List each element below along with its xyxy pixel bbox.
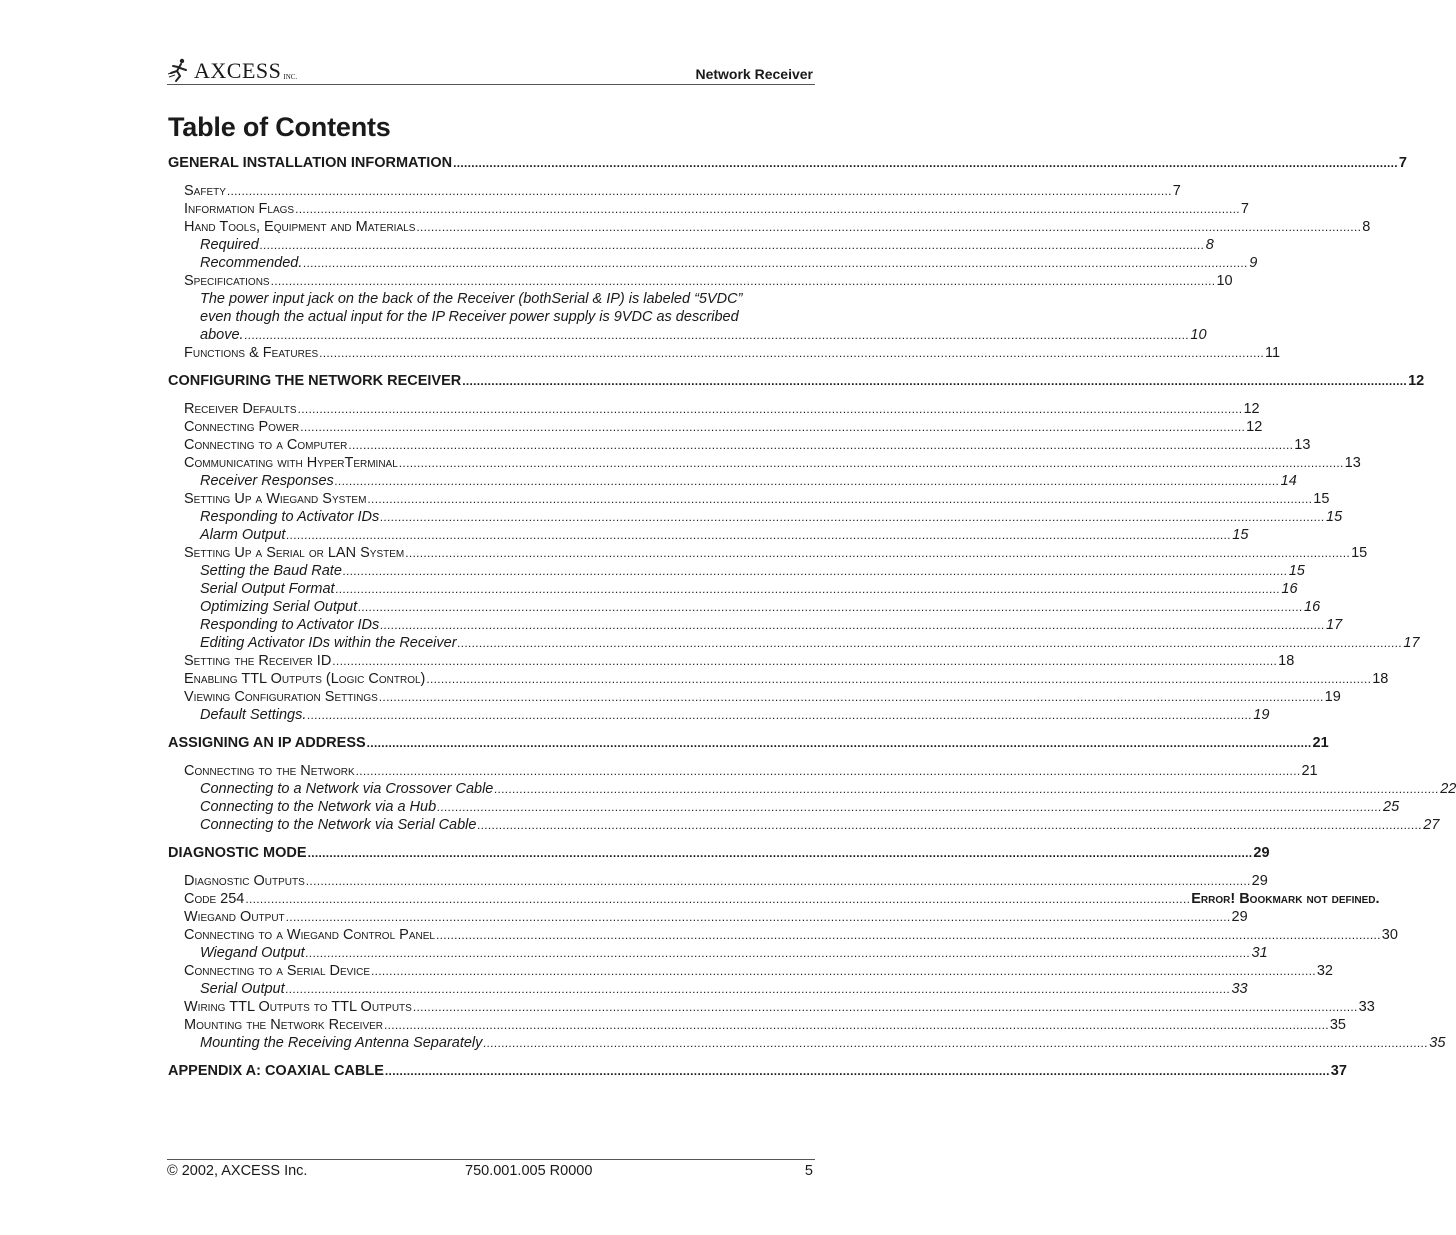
toc-dot-leader: ....................................................................................................................................................................................................................................................................	[384, 1018, 1329, 1032]
toc-dot-leader: ....................................................................................................................................................................................................................................................................	[437, 800, 1382, 814]
toc-entry-label: Setting the Baud Rate	[200, 563, 342, 579]
toc-entry[interactable]	[168, 908, 1248, 926]
toc-dot-leader: ....................................................................................................................................................................................................................................................................	[435, 928, 1381, 942]
toc-entry-label: CONFIGURING THE NETWORK RECEIVER	[168, 373, 462, 389]
toc-entry-page: 29	[1253, 845, 1270, 861]
page-title: Table of Contents	[168, 112, 391, 142]
toc-entry[interactable]	[168, 418, 1263, 436]
toc-dot-leader: ....................................................................................................................................................................................................................................................................	[398, 456, 1344, 470]
toc-entry-label: Viewing Configuration Settings	[184, 689, 378, 705]
toc-entry-label: APPENDIX A: COAXIAL CABLE	[168, 1063, 384, 1079]
toc-entry-label: Enabling TTL Outputs (Logic Control)	[184, 671, 426, 687]
toc-entry-page: 27	[1423, 817, 1440, 833]
toc-entry-label: ASSIGNING AN IP ADDRESS	[168, 735, 366, 751]
toc-entry[interactable]	[168, 1034, 1446, 1052]
toc-entry-page: 22	[1440, 781, 1456, 797]
toc-entry-label: Mounting the Receiving Antenna Separately	[200, 1035, 483, 1051]
toc-entry-label: Alarm Output	[200, 527, 286, 543]
toc-entry-label: Connecting to a Network via Crossover Cable	[200, 781, 494, 797]
toc-dot-leader: ....................................................................................................................................................................................................................................................................	[358, 600, 1303, 614]
toc-entry-page: 12	[1408, 373, 1425, 389]
toc-dot-leader: ....................................................................................................................................................................................................................................................................	[405, 546, 1351, 560]
toc-entry[interactable]	[168, 544, 1368, 562]
toc-dot-leader: ....................................................................................................................................................................................................................................................................	[477, 818, 1423, 832]
toc-entry-label: above.	[200, 327, 244, 343]
toc-entry-label: Receiver Defaults	[184, 401, 297, 417]
toc-entry-page: 18	[1372, 671, 1389, 687]
toc-dot-leader: ....................................................................................................................................................................................................................................................................	[348, 438, 1294, 452]
toc-dot-leader: ....................................................................................................................................................................................................................................................................	[380, 618, 1326, 632]
toc-entry-page: 37	[1330, 1063, 1347, 1079]
toc-entry-page: 15	[1288, 563, 1305, 579]
toc-entry-page: 14	[1280, 473, 1297, 489]
toc-entry[interactable]	[168, 1062, 1347, 1080]
toc-entry-page: 8	[1205, 237, 1214, 253]
toc-entry-page: 35	[1429, 1035, 1446, 1051]
toc-entry[interactable]	[168, 634, 1420, 652]
toc-entry[interactable]	[168, 472, 1297, 490]
toc-dot-leader: ....................................................................................................................................................................................................................................................................	[297, 402, 1243, 416]
toc-entry[interactable]	[168, 890, 1380, 908]
toc-entry[interactable]	[168, 526, 1249, 544]
toc-entry[interactable]	[168, 454, 1361, 472]
toc-entry-page: 11	[1265, 345, 1281, 361]
toc-entry-page: 29	[1231, 909, 1248, 925]
toc-entry[interactable]	[168, 652, 1295, 670]
toc-entry[interactable]	[168, 598, 1321, 616]
toc-entry-page: 30	[1381, 927, 1398, 943]
company-logo	[167, 56, 297, 82]
toc-dot-leader: ....................................................................................................................................................................................................................................................................	[366, 736, 1312, 750]
toc-entry[interactable]	[168, 508, 1343, 526]
toc-entry-label: Responding to Activator IDs	[200, 509, 380, 525]
toc-entry-label: Serial Output Format	[200, 581, 335, 597]
toc-entry-label: Editing Activator IDs within the Receiver	[200, 635, 457, 651]
toc-entry-page: 7	[1240, 201, 1249, 217]
toc-dot-leader: ....................................................................................................................................................................................................................................................................	[307, 846, 1253, 860]
toc-entry[interactable]	[168, 580, 1298, 598]
toc-entry[interactable]	[168, 562, 1305, 580]
toc-entry-label: GENERAL INSTALLATION INFORMATION	[168, 155, 453, 171]
toc-entry-label: Connecting Power	[184, 419, 300, 435]
toc-entry-page: 15	[1232, 527, 1249, 543]
toc-entry[interactable]	[168, 218, 1371, 236]
toc-entry-label: Diagnostic Outputs	[184, 873, 305, 889]
toc-entry-label: Setting the Receiver ID	[184, 653, 332, 669]
toc-entry[interactable]	[168, 872, 1268, 890]
toc-entry-page: 33	[1231, 981, 1248, 997]
toc-dot-leader: ....................................................................................................................................................................................................................................................................	[286, 528, 1232, 542]
toc-entry-page: 31	[1251, 945, 1268, 961]
toc-entry[interactable]	[168, 616, 1343, 634]
toc-entry-label: Default Settings.	[200, 707, 307, 723]
toc-dot-leader: ....................................................................................................................................................................................................................................................................	[334, 474, 1280, 488]
toc-dot-leader: ....................................................................................................................................................................................................................................................................	[457, 636, 1403, 650]
toc-dot-leader: ....................................................................................................................................................................................................................................................................	[332, 654, 1278, 668]
toc-entry-page: 17	[1326, 617, 1343, 633]
runner-logo-icon	[167, 58, 193, 82]
toc-entry-label: Setting Up a Wiegand System	[184, 491, 367, 507]
toc-entry[interactable]	[168, 688, 1341, 706]
toc-entry[interactable]	[168, 490, 1330, 508]
toc-entry-label: Recommended.	[200, 255, 303, 271]
toc-dot-leader: ....................................................................................................................................................................................................................................................................	[285, 910, 1231, 924]
toc-entry[interactable]	[168, 272, 1233, 290]
toc-dot-leader: ....................................................................................................................................................................................................................................................................	[305, 874, 1251, 888]
toc-error-message: Error! Bookmark not defined.	[1191, 891, 1380, 907]
toc-entry-page: 19	[1324, 689, 1341, 705]
toc-entry-label: Connecting to a Computer	[184, 437, 348, 453]
toc-dot-leader: ....................................................................................................................................................................................................................................................................	[384, 1064, 1330, 1078]
page-footer	[167, 1159, 815, 1182]
footer-doc-number: 750.001.005 R0000	[465, 1163, 593, 1179]
toc-entry[interactable]	[168, 326, 1207, 344]
toc-entry[interactable]	[168, 200, 1249, 218]
toc-entry-label: Hand Tools, Equipment and Materials	[184, 219, 416, 235]
toc-dot-leader: ....................................................................................................................................................................................................................................................................	[270, 274, 1216, 288]
toc-entry[interactable]	[168, 944, 1268, 962]
toc-entry-label: Mounting the Network Receiver	[184, 1017, 384, 1033]
toc-entry[interactable]	[168, 734, 1329, 752]
toc-dot-leader: ....................................................................................................................................................................................................................................................................	[426, 672, 1372, 686]
toc-entry-label: Connecting to the Network via Serial Cable	[200, 817, 477, 833]
toc-entry-label: Code 254	[184, 891, 245, 907]
toc-entry-label: Connecting to a Wiegand Control Panel	[184, 927, 435, 943]
toc-dot-leader: ....................................................................................................................................................................................................................................................................	[367, 492, 1313, 506]
toc-dot-leader: ....................................................................................................................................................................................................................................................................	[259, 238, 1205, 252]
toc-entry[interactable]	[168, 816, 1440, 834]
toc-dot-leader: ....................................................................................................................................................................................................................................................................	[462, 374, 1408, 388]
toc-entry-page: 9	[1249, 255, 1258, 271]
toc-entry[interactable]	[168, 706, 1270, 724]
toc-dot-leader: ....................................................................................................................................................................................................................................................................	[494, 782, 1440, 796]
toc-entry-label: Receiver Responses	[200, 473, 334, 489]
toc-entry-label: Functions & Features	[184, 345, 319, 361]
toc-dot-leader: ....................................................................................................................................................................................................................................................................	[226, 184, 1172, 198]
toc-entry-label: Connecting to a Serial Device	[184, 963, 371, 979]
toc-entry-label: Required	[200, 237, 259, 253]
toc-dot-leader: ....................................................................................................................................................................................................................................................................	[378, 690, 1324, 704]
toc-entry[interactable]	[168, 980, 1248, 998]
toc-entry-page: 15	[1313, 491, 1330, 507]
toc-entry[interactable]	[168, 182, 1181, 200]
toc-entry[interactable]	[168, 844, 1270, 862]
toc-dot-leader: ....................................................................................................................................................................................................................................................................	[416, 220, 1362, 234]
toc-entry[interactable]	[168, 372, 1425, 390]
logo-wordmark: AXCESS	[194, 58, 282, 83]
toc-entry-label: Information Flags	[184, 201, 295, 217]
logo-inc: INC.	[283, 73, 298, 81]
toc-entry-page: 15	[1351, 545, 1368, 561]
toc-entry[interactable]	[168, 798, 1400, 816]
footer-page-number: 5	[804, 1163, 813, 1179]
page-header	[167, 52, 815, 85]
toc-entry-page: 32	[1316, 963, 1333, 979]
toc-dot-leader: ....................................................................................................................................................................................................................................................................	[380, 510, 1326, 524]
toc-entry[interactable]	[168, 254, 1258, 272]
toc-entry[interactable]	[168, 436, 1311, 454]
toc-dot-leader: ....................................................................................................................................................................................................................................................................	[355, 764, 1301, 778]
toc-dot-leader: ....................................................................................................................................................................................................................................................................	[285, 982, 1231, 996]
toc-entry-page: 12	[1243, 401, 1260, 417]
toc-dot-leader: ....................................................................................................................................................................................................................................................................	[245, 892, 1191, 906]
toc-entry-page: 35	[1329, 1017, 1346, 1033]
toc-entry-page: 25	[1383, 799, 1400, 815]
toc-entry[interactable]	[168, 400, 1260, 418]
toc-dot-leader: ....................................................................................................................................................................................................................................................................	[295, 202, 1240, 216]
footer-copyright: © 2002, AXCESS Inc.	[167, 1163, 308, 1179]
toc-entry-page: 10	[1190, 327, 1207, 343]
toc-dot-leader: ....................................................................................................................................................................................................................................................................	[307, 708, 1253, 722]
toc-entry-page: 10	[1216, 273, 1233, 289]
toc-dot-leader: ....................................................................................................................................................................................................................................................................	[453, 156, 1398, 170]
toc-entry-label: Wiegand Output	[200, 945, 305, 961]
toc-entry[interactable]	[168, 1016, 1346, 1034]
toc-entry-label: Specifications	[184, 273, 270, 289]
toc-entry-page: 19	[1253, 707, 1270, 723]
toc-dot-leader: ....................................................................................................................................................................................................................................................................	[483, 1036, 1429, 1050]
toc-entry-label: Connecting to the Network via a Hub	[200, 799, 437, 815]
toc-entry-page: 13	[1344, 455, 1361, 471]
toc-dot-leader: ....................................................................................................................................................................................................................................................................	[371, 964, 1316, 978]
toc-entry[interactable]	[168, 926, 1398, 944]
toc-entry[interactable]	[168, 962, 1333, 980]
toc-entry-page: 17	[1403, 635, 1420, 651]
toc-entry-label: Serial Output	[200, 981, 285, 997]
toc-entry-label: Connecting to the Network	[184, 763, 355, 779]
toc-entry-page: 16	[1281, 581, 1298, 597]
toc-entry-label: Responding to Activator IDs	[200, 617, 380, 633]
toc-entry-page: 29	[1251, 873, 1268, 889]
document-name: Network Receiver	[695, 66, 813, 82]
toc-entry-label: DIAGNOSTIC MODE	[168, 845, 307, 861]
toc-entry-page: 33	[1358, 999, 1375, 1015]
toc-entry[interactable]	[168, 236, 1214, 254]
toc-entry[interactable]	[168, 780, 1456, 798]
toc-entry[interactable]	[168, 998, 1375, 1016]
toc-dot-leader: ....................................................................................................................................................................................................................................................................	[412, 1000, 1358, 1014]
toc-entry-label: Wiring TTL Outputs to TTL Outputs	[184, 999, 412, 1015]
toc-entry-page: 12	[1246, 419, 1263, 435]
toc-dot-leader: ....................................................................................................................................................................................................................................................................	[342, 564, 1288, 578]
toc-entry-page: 18	[1278, 653, 1295, 669]
toc-entry-page: 21	[1312, 735, 1329, 751]
toc-entry-label: Wiegand Output	[184, 909, 285, 925]
toc-entry-page: 8	[1362, 219, 1371, 235]
toc-entry-page: 16	[1304, 599, 1321, 615]
toc-entry[interactable]	[168, 670, 1389, 688]
toc-dot-leader: ....................................................................................................................................................................................................................................................................	[303, 256, 1249, 270]
toc-entry-page: 13	[1294, 437, 1311, 453]
toc-dot-leader: ....................................................................................................................................................................................................................................................................	[335, 582, 1281, 596]
toc-dot-leader: ....................................................................................................................................................................................................................................................................	[244, 328, 1190, 342]
toc-dot-leader: ....................................................................................................................................................................................................................................................................	[300, 420, 1246, 434]
toc-entry-label: Safety	[184, 183, 226, 199]
toc-entry-page: 7	[1172, 183, 1181, 199]
toc-entry-page: 15	[1326, 509, 1343, 525]
toc-entry-line: even though the actual input for the IP Receiver power supply is 9VDC as described	[200, 309, 739, 325]
toc-entry[interactable]	[168, 344, 1281, 362]
toc-entry-label: Optimizing Serial Output	[200, 599, 358, 615]
toc-entry-page: 7	[1398, 155, 1407, 171]
toc-entry-label: Setting Up a Serial or LAN System	[184, 545, 405, 561]
toc-entry[interactable]	[168, 154, 1407, 172]
toc-dot-leader: ....................................................................................................................................................................................................................................................................	[319, 346, 1264, 360]
toc-entry-line: The power input jack on the back of the Receiver (bothSerial & IP) is labeled “5VDC”	[200, 291, 743, 307]
toc-entry-label: Communicating with HyperTerminal	[184, 455, 398, 471]
toc-entry[interactable]	[168, 762, 1318, 780]
toc-dot-leader: ....................................................................................................................................................................................................................................................................	[305, 946, 1251, 960]
toc-entry-page: 21	[1301, 763, 1318, 779]
